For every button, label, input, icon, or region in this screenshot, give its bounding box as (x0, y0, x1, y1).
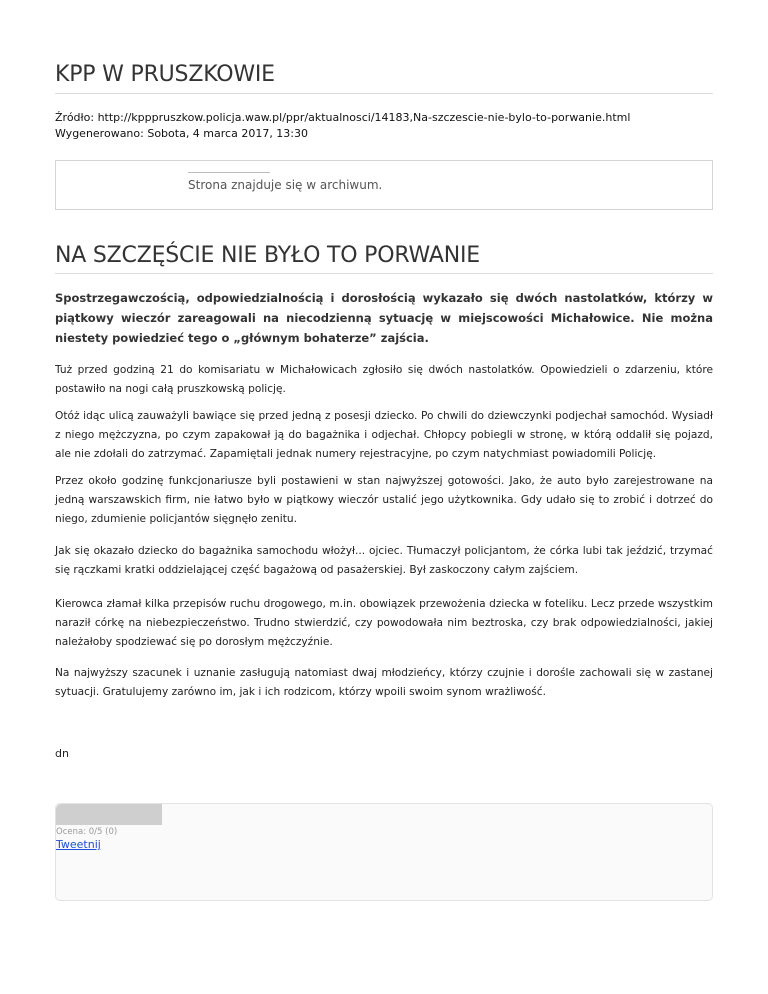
title-divider (55, 93, 713, 94)
article-title-divider (55, 273, 713, 274)
rating-label: Ocena: 0/5 (0) (56, 827, 118, 837)
archive-notice: Strona znajduje się w archiwum. (188, 178, 383, 192)
tweet-link[interactable]: Tweetnij (56, 838, 101, 851)
article-paragraph: Na najwyższy szacunek i uznanie zasługują natomiast dwaj młodzieńcy, którzy czujnie i dorośle zachowali się w zastanej sytuacji. Gratulujemy zarówno im, jak i ich rodzicom, którzy wpoili swoim synom wrażliwość. (55, 667, 713, 698)
article-title: NA SZCZĘŚCIE NIE BYŁO TO PORWANIE (55, 243, 480, 268)
rating-panel (55, 803, 713, 901)
article-paragraph: Jak się okazało dziecko do bagażnika samochodu włożył... ojciec. Tłumaczył policjantom, że córka lubi tak jeździć, trzymać się rączkami kratki oddzielającej część bagażową od pasażerskiej. Był zaskoczony całym zajściem. (55, 545, 713, 576)
archive-notice-box (55, 160, 713, 210)
article-paragraph: Kierowca złamał kilka przepisów ruchu drogowego, m.in. obowiązek przewożenia dziecka w foteliku. Lecz przede wszystkim naraził córkę na niebezpieczeństwo. Trudno stwierdzić, czy powodowała nim beztroska, czy brak odpowiedzialności, jakiej należałoby spodziewać się po dorosłym mężczyźnie. (55, 598, 713, 648)
article-paragraph: Otóż idąc ulicą zauważyli bawiące się przed jedną z posesji dziecko. Po chwili do dziewczynki podjechał samochód. Wysiadł z niego mężczyzna, po czym zapakował ją do bagażnika i odjechał. Chłopcy pobiegli w stronę, w którą oddalił się pojazd, ale nie zdołali do zatrzymać. Zapamiętali jednak numery rejestracyjne, po czym natychmiast powiadomili Policję. (55, 410, 713, 460)
rating-stars[interactable] (56, 804, 162, 825)
site-title: KPP W PRUSZKOWIE (55, 62, 275, 87)
source-url: Źródło: http://kpppruszkow.policja.waw.pl/ppr/aktualnosci/14183,Na-szczescie-nie-bylo-to-porwanie.html (55, 111, 631, 124)
generated-date: Wygenerowano: Sobota, 4 marca 2017, 13:30 (55, 127, 309, 140)
archive-divider (188, 172, 270, 173)
article-paragraph: Przez około godzinę funkcjonariusze byli postawieni w stan najwyższej gotowości. Jako, że auto było zarejestrowane na jedną warszawskich firm, nie łatwo było w piątkowy wieczór ustalić jego użytkownika. Gdy udało się to zrobić i dotrzeć do niego, zdumienie policjantów sięgnęło zenitu. (55, 475, 713, 525)
author-signature: dn (55, 747, 69, 760)
article-paragraph: Tuż przed godziną 21 do komisariatu w Michałowicach zgłosiło się dwóch nastolatków. Opowiedzieli o zdarzeniu, które postawiło na nogi całą pruszkowską policję. (55, 364, 713, 395)
article-lead: Spostrzegawczością, odpowiedzialnością i dorosłością wykazało się dwóch nastolatków, którzy w piątkowy wieczór zareagowali na niecodzienną sytuację w miejscowości Michałowice. Nie można niestety powiedzieć tego o „głównym bohaterze” zajścia. (55, 291, 713, 345)
meta-info (55, 110, 630, 142)
